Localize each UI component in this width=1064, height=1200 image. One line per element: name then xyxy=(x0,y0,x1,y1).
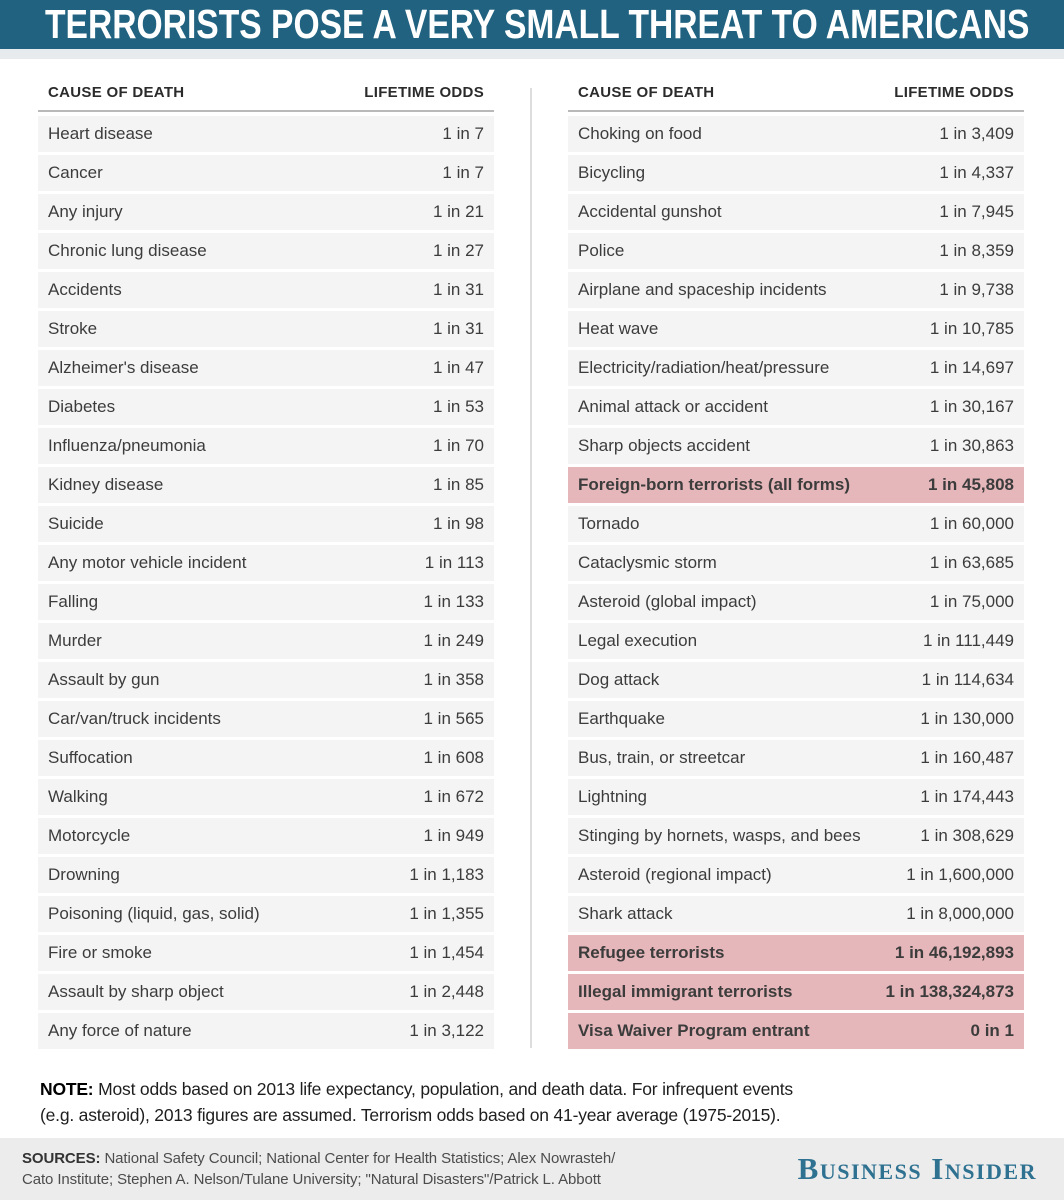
lifetime-odds-cell: 1 in 31 xyxy=(432,280,484,299)
cause-of-death-cell: Fire or smoke xyxy=(48,943,152,962)
cause-of-death-cell: Stinging by hornets, wasps, and bees xyxy=(578,826,861,845)
lifetime-odds-cell: 1 in 672 xyxy=(423,787,484,806)
lifetime-odds-cell: 1 in 358 xyxy=(423,670,484,689)
cause-of-death-cell: Motorcycle xyxy=(48,826,131,845)
cause-of-death-cell: Walking xyxy=(48,787,108,806)
table-row xyxy=(38,974,494,1010)
table-row xyxy=(568,116,1024,152)
lifetime-odds-cell: 1 in 160,487 xyxy=(920,748,1014,767)
footer-bar xyxy=(0,1138,1064,1200)
table-row xyxy=(38,584,494,620)
table-row xyxy=(568,740,1024,776)
table-row xyxy=(38,857,494,893)
table-row xyxy=(568,584,1024,620)
cause-of-death-cell: Stroke xyxy=(48,319,98,338)
lifetime-odds-cell: 1 in 4,337 xyxy=(939,163,1014,182)
lifetime-odds-cell: 0 in 1 xyxy=(970,1021,1014,1040)
table-row xyxy=(38,116,494,152)
lifetime-odds-cell: 1 in 21 xyxy=(432,202,484,221)
header-bar xyxy=(0,0,1064,49)
cause-of-death-cell: Assault by gun xyxy=(48,670,160,689)
table-row xyxy=(38,896,494,932)
lifetime-odds-cell: 1 in 249 xyxy=(423,631,484,650)
lifetime-odds-cell: 1 in 7,945 xyxy=(939,202,1014,221)
lifetime-odds-cell: 1 in 14,697 xyxy=(929,358,1014,377)
lifetime-odds-cell: 1 in 8,000,000 xyxy=(906,904,1014,923)
table-row xyxy=(568,467,1024,503)
lifetime-odds-cell: 1 in 27 xyxy=(432,241,484,260)
business-insider-logo: Business Insider xyxy=(797,1151,1037,1186)
table-row xyxy=(38,467,494,503)
cause-of-death-cell: Any motor vehicle incident xyxy=(48,553,247,572)
table-row xyxy=(568,779,1024,815)
table-row xyxy=(38,272,494,308)
cause-of-death-cell: Asteroid (regional impact) xyxy=(578,865,772,884)
lifetime-odds-cell: 1 in 308,629 xyxy=(920,826,1014,845)
cause-of-death-cell: Alzheimer's disease xyxy=(48,358,199,377)
table-row xyxy=(38,1013,494,1049)
table-row xyxy=(38,740,494,776)
cause-of-death-cell: Animal attack or accident xyxy=(578,397,768,416)
cause-of-death-cell: Murder xyxy=(48,631,102,650)
table-row xyxy=(568,506,1024,542)
cause-of-death-cell: Legal execution xyxy=(578,631,698,650)
lifetime-odds-cell: 1 in 174,443 xyxy=(920,787,1014,806)
cause-of-death-cell: Choking on food xyxy=(578,124,702,143)
left-table-body xyxy=(38,116,494,1049)
cause-of-death-cell: Foreign-born terrorists (all forms) xyxy=(578,475,851,494)
cause-of-death-cell: Electricity/radiation/heat/pressure xyxy=(578,358,830,377)
lifetime-odds-cell: 1 in 114,634 xyxy=(921,670,1014,689)
left-odds-table xyxy=(38,80,494,1052)
table-row xyxy=(38,701,494,737)
vertical-divider xyxy=(530,88,532,1048)
lifetime-odds-cell: 1 in 10,785 xyxy=(929,319,1014,338)
table-row xyxy=(38,662,494,698)
lifetime-odds-cell: 1 in 130,000 xyxy=(920,709,1014,728)
cause-of-death-cell: Drowning xyxy=(48,865,120,884)
cause-of-death-cell: Asteroid (global impact) xyxy=(578,592,757,611)
header-under-strip xyxy=(0,49,1064,59)
lifetime-odds-cell: 1 in 46,192,893 xyxy=(894,943,1014,962)
lifetime-odds-cell: 1 in 85 xyxy=(432,475,484,494)
table-row xyxy=(38,428,494,464)
lifetime-odds-cell: 1 in 98 xyxy=(432,514,484,533)
tables-container xyxy=(0,59,1064,1052)
sources-label: SOURCES: xyxy=(22,1150,101,1167)
lifetime-odds-cell: 1 in 949 xyxy=(423,826,484,845)
table-row xyxy=(568,194,1024,230)
cause-of-death-cell: Kidney disease xyxy=(48,475,164,494)
lifetime-odds-cell: 1 in 7 xyxy=(442,124,484,143)
column-gutter xyxy=(494,80,568,1052)
lifetime-odds-cell: 1 in 75,000 xyxy=(929,592,1014,611)
table-row xyxy=(568,935,1024,971)
right-odds-table xyxy=(568,80,1024,1052)
cause-of-death-cell: Tornado xyxy=(578,514,640,533)
lifetime-odds-cell: 1 in 9,738 xyxy=(939,280,1014,299)
lifetime-odds-cell: 1 in 1,600,000 xyxy=(906,865,1014,884)
table-row xyxy=(568,857,1024,893)
table-row xyxy=(38,350,494,386)
lifetime-odds-cell: 1 in 70 xyxy=(432,436,484,455)
table-row xyxy=(568,818,1024,854)
cause-of-death-cell: Any force of nature xyxy=(48,1021,192,1040)
lifetime-odds-column-header: LIFETIME ODDS xyxy=(894,84,1014,101)
cause-of-death-cell: Accidental gunshot xyxy=(578,202,722,221)
cause-of-death-column-header: CAUSE OF DEATH xyxy=(48,84,185,101)
table-row xyxy=(38,194,494,230)
lifetime-odds-cell: 1 in 63,685 xyxy=(929,553,1014,572)
cause-of-death-cell: Bus, train, or streetcar xyxy=(578,748,746,767)
lifetime-odds-cell: 1 in 138,324,873 xyxy=(885,982,1014,1001)
cause-of-death-cell: Cataclysmic storm xyxy=(578,553,717,572)
lifetime-odds-cell: 1 in 133 xyxy=(423,592,484,611)
cause-of-death-cell: Cancer xyxy=(48,163,103,182)
note-line1: Most odds based on 2013 life expectancy, population, and death data. For infrequent events xyxy=(98,1079,793,1099)
lifetime-odds-cell: 1 in 113 xyxy=(424,553,484,572)
cause-of-death-cell: Influenza/pneumonia xyxy=(48,436,206,455)
lifetime-odds-cell: 1 in 1,355 xyxy=(409,904,484,923)
table-row xyxy=(568,1013,1024,1049)
cause-of-death-cell: Sharp objects accident xyxy=(578,436,750,455)
lifetime-odds-cell: 1 in 3,122 xyxy=(409,1021,484,1040)
lifetime-odds-cell: 1 in 53 xyxy=(432,397,484,416)
lifetime-odds-cell: 1 in 111,449 xyxy=(922,631,1014,650)
cause-of-death-cell: Chronic lung disease xyxy=(48,241,207,260)
cause-of-death-cell: Falling xyxy=(48,592,99,611)
sources-line1: National Safety Council; National Center for Health Statistics; Alex Nowrasteh/ xyxy=(104,1150,616,1167)
table-row xyxy=(568,662,1024,698)
lifetime-odds-cell: 1 in 608 xyxy=(423,748,484,767)
table-row xyxy=(568,623,1024,659)
cause-of-death-cell: Shark attack xyxy=(578,904,673,923)
lifetime-odds-cell: 1 in 1,183 xyxy=(409,865,484,884)
table-row xyxy=(568,545,1024,581)
right-table-body xyxy=(568,116,1024,1049)
lifetime-odds-column-header: LIFETIME ODDS xyxy=(364,84,484,101)
lifetime-odds-cell: 1 in 30,863 xyxy=(929,436,1014,455)
table-row xyxy=(568,974,1024,1010)
lifetime-odds-cell: 1 in 1,454 xyxy=(409,943,484,962)
cause-of-death-cell: Illegal immigrant terrorists xyxy=(578,982,793,1001)
table-row xyxy=(568,311,1024,347)
lifetime-odds-cell: 1 in 3,409 xyxy=(939,124,1014,143)
cause-of-death-cell: Assault by sharp object xyxy=(48,982,224,1001)
cause-of-death-cell: Lightning xyxy=(578,787,648,806)
lifetime-odds-cell: 1 in 565 xyxy=(423,709,484,728)
table-row xyxy=(568,233,1024,269)
cause-of-death-cell: Diabetes xyxy=(48,397,116,416)
cause-of-death-cell: Accidents xyxy=(48,280,122,299)
cause-of-death-cell: Poisoning (liquid, gas, solid) xyxy=(48,904,260,923)
lifetime-odds-cell: 1 in 47 xyxy=(432,358,484,377)
cause-of-death-cell: Police xyxy=(578,241,625,260)
page-title: TERRORISTS POSE A VERY SMALL THREAT TO AMERICANS xyxy=(45,1,1030,47)
cause-of-death-cell: Suicide xyxy=(48,514,104,533)
table-row xyxy=(38,818,494,854)
table-row xyxy=(38,779,494,815)
table-row xyxy=(38,506,494,542)
note-text xyxy=(40,1076,1024,1128)
table-row xyxy=(568,350,1024,386)
table-row xyxy=(38,155,494,191)
cause-of-death-cell: Any injury xyxy=(48,202,123,221)
table-row xyxy=(568,896,1024,932)
table-row xyxy=(38,623,494,659)
lifetime-odds-cell: 1 in 60,000 xyxy=(929,514,1014,533)
lifetime-odds-cell: 1 in 8,359 xyxy=(939,241,1014,260)
cause-of-death-column-header: CAUSE OF DEATH xyxy=(578,84,715,101)
lifetime-odds-cell: 1 in 7 xyxy=(442,163,484,182)
cause-of-death-cell: Refugee terrorists xyxy=(578,943,725,962)
table-row xyxy=(568,428,1024,464)
cause-of-death-cell: Bicycling xyxy=(578,163,646,182)
table-row xyxy=(568,155,1024,191)
table-row xyxy=(568,389,1024,425)
cause-of-death-cell: Airplane and spaceship incidents xyxy=(578,280,827,299)
cause-of-death-cell: Heart disease xyxy=(48,124,153,143)
note-label: NOTE: xyxy=(40,1079,94,1099)
cause-of-death-cell: Earthquake xyxy=(578,709,665,728)
table-row xyxy=(38,935,494,971)
cause-of-death-cell: Car/van/truck incidents xyxy=(48,709,221,728)
sources-text xyxy=(22,1148,615,1190)
cause-of-death-cell: Visa Waiver Program entrant xyxy=(578,1021,810,1040)
lifetime-odds-cell: 1 in 2,448 xyxy=(409,982,484,1001)
table-row xyxy=(38,233,494,269)
cause-of-death-cell: Heat wave xyxy=(578,319,659,338)
table-row xyxy=(38,389,494,425)
table-row xyxy=(568,701,1024,737)
cause-of-death-cell: Suffocation xyxy=(48,748,133,767)
lifetime-odds-cell: 1 in 31 xyxy=(432,319,484,338)
lifetime-odds-cell: 1 in 30,167 xyxy=(929,397,1014,416)
left-table-header xyxy=(38,80,494,112)
lifetime-odds-cell: 1 in 45,808 xyxy=(927,475,1014,494)
cause-of-death-cell: Dog attack xyxy=(578,670,660,689)
sources-line2: Cato Institute; Stephen A. Nelson/Tulane University; "Natural Disasters"/Patrick L. Abbott xyxy=(22,1171,601,1188)
table-row xyxy=(568,272,1024,308)
table-row xyxy=(38,545,494,581)
table-row xyxy=(38,311,494,347)
right-table-header xyxy=(568,80,1024,112)
note-line2: (e.g. asteroid), 2013 figures are assumed. Terrorism odds based on 41-year average (1975-2015). xyxy=(40,1105,781,1125)
